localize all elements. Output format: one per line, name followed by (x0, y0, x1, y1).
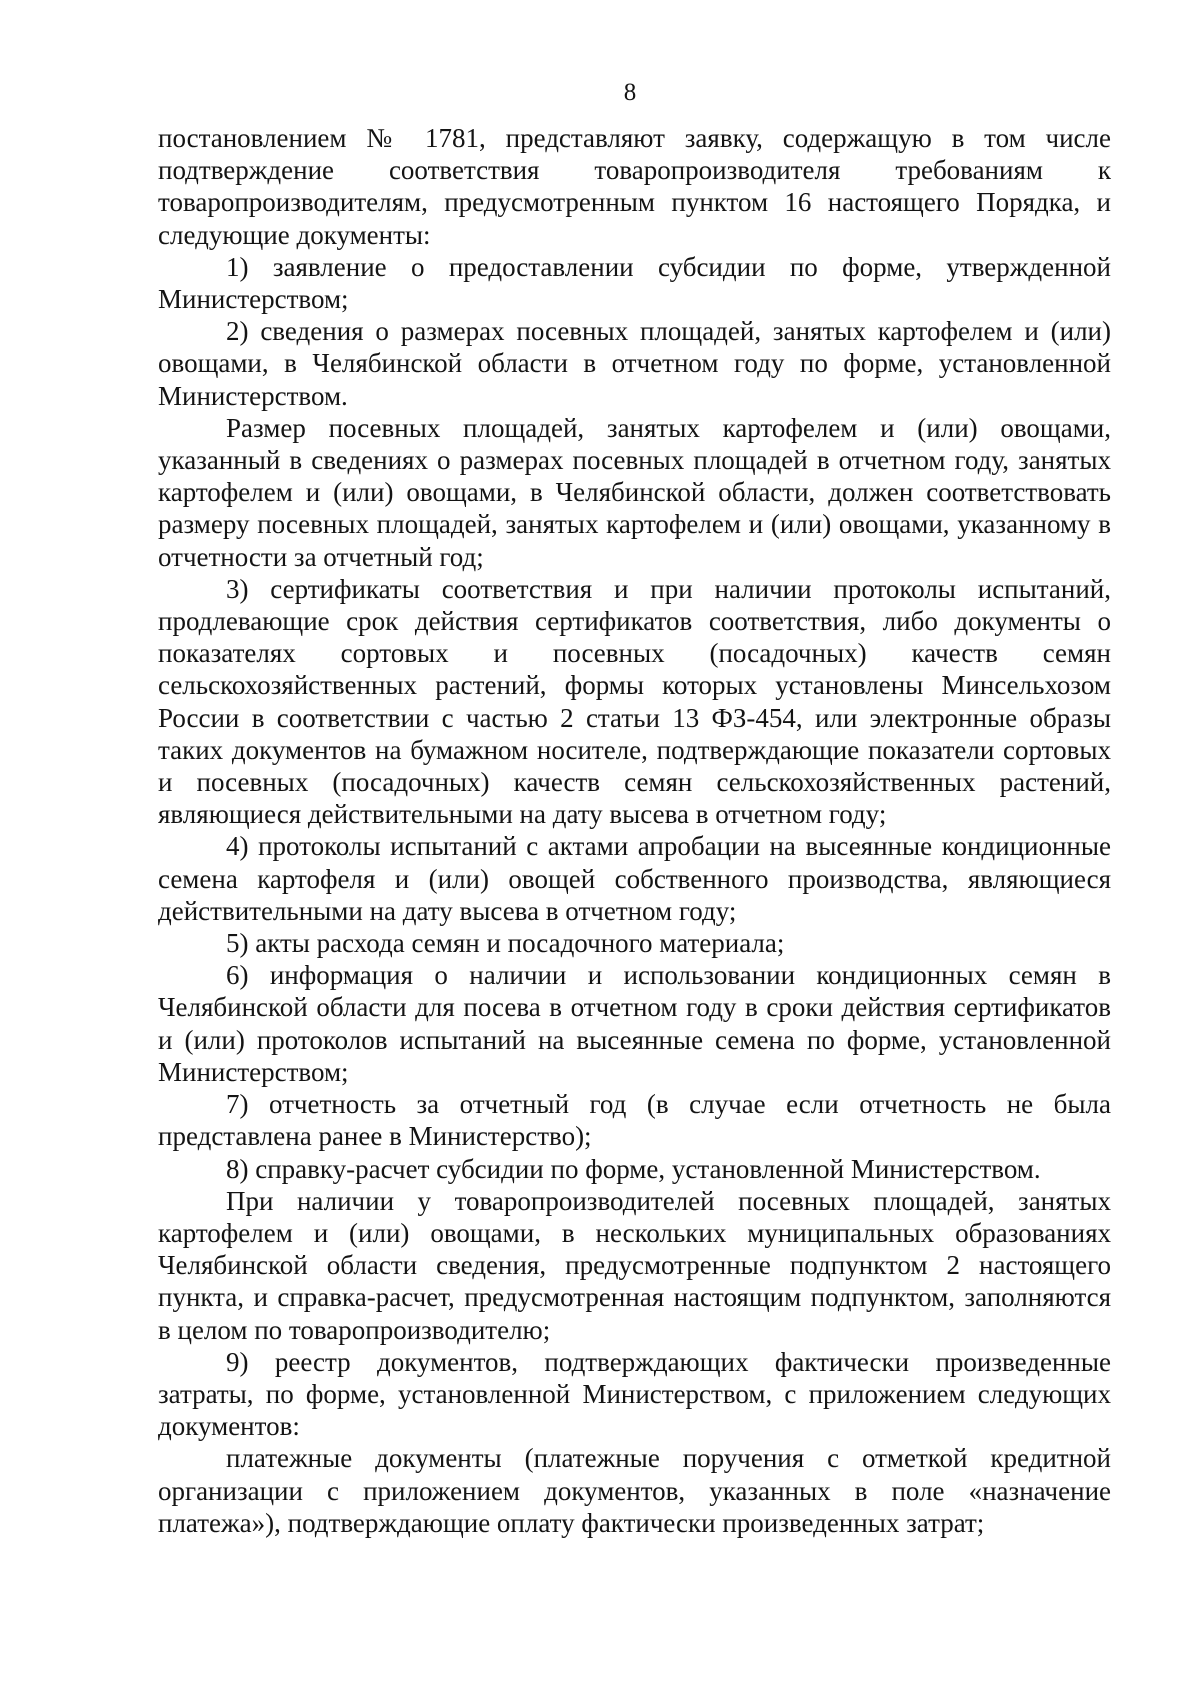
list-item-8: 8) справку-расчет субсидии по форме, установленной Министерством. (226, 1153, 1041, 1184)
list-item-2: 2) сведения о размерах посевных площадей, занятых картофелем и (или) овощами, в Челябинской области в отчетном году по форме, установленной Министерством. (158, 316, 1111, 411)
paragraph-payment-documents: платежные документы (платежные поручения с отметкой кредитной организации с приложением документов, указанных в поле «назначение платежа»), подтверждающие оплату фактически произведенных затрат; (158, 1443, 1111, 1538)
list-item-7: 7) отчетность за отчетный год (в случае если отчетность не была представлена ранее в Министерство); (158, 1089, 1111, 1152)
list-item-4: 4) протоколы испытаний с актами апробации на высеянные кондиционные семена картофеля и (или) овощей собственного производства, являющиеся действительными на дату высева в отчетном году; (158, 831, 1111, 926)
paragraph-multiple-municipalities: При наличии у товаропроизводителей посевных площадей, занятых картофелем и (или) овощами, в нескольких муниципальных образованиях Челябинской области сведения, предусмотренные подпунктом 2 настоящего пункта, и справка-расчет, предусмотренная настоящим подпунктом, заполняются в целом по товаропроизводителю; (158, 1185, 1111, 1345)
list-item-3: 3) сертификаты соответствия и при наличии протоколы испытаний, продлевающие срок действия сертификатов соответствия, либо документы о показателях сортовых и посевных (посадочных) качеств семян сельскохозяйственных растений, формы которых установлены Минсельхозом России в соответствии с частью 2 статьи 13 ФЗ-454, или электронные образы таких документов на бумажном носителе, подтверждающие показатели сортовых и посевных (посадочных) качеств семян сельскохозяйственных растений, являющиеся действительными на дату высева в отчетном году; (158, 573, 1111, 830)
paragraph-intro-continuation: постановлением № 1781, представляют заявку, содержащую в том числе подтверждение соответствия товаропроизводителя требованиям к товаропроизводителям, предусмотренным пунктом 16 настоящего Порядка, и следующие документы: (158, 123, 1111, 250)
list-item-9: 9) реестр документов, подтверждающих фактически произведенные затраты, по форме, установленной Министерством, с приложением следующих документов: (158, 1346, 1111, 1442)
page-number: 8 (623, 79, 637, 106)
list-item-5: 5) акты расхода семян и посадочного материала; (226, 928, 785, 959)
document-body (158, 122, 1111, 1539)
list-item-1: 1) заявление о предоставлении субсидии по форме, утвержденной Министерством; (158, 251, 1111, 315)
paragraph-sown-area-size: Размер посевных площадей, занятых картофелем и (или) овощами, указанный в сведениях о размерах посевных площадей в отчетном году, занятых картофелем и (или) овощами, в Челябинской области, должен соответствовать размеру посевных площадей, занятых картофелем и (или) овощами, указанному в отчетности за отчетный год; (158, 412, 1111, 572)
list-item-6: 6) информация о наличии и использовании кондиционных семян в Челябинской области для посева в отчетном году в сроки действия сертификатов и (или) протоколов испытаний на высеянные семена по форме, установленной Министерством; (158, 960, 1111, 1087)
